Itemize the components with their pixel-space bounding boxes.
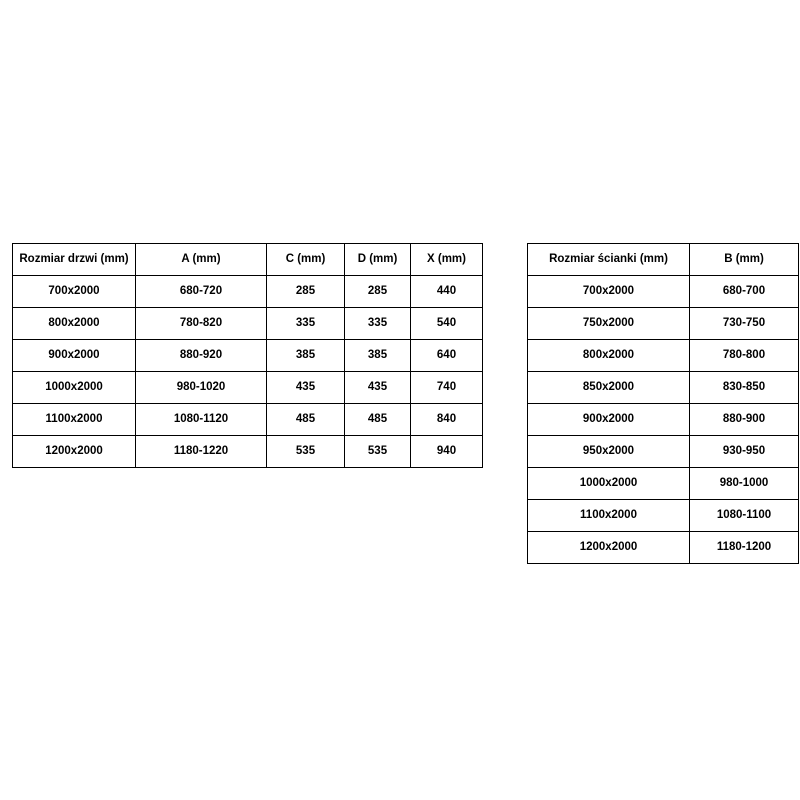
cell-wall-size: 900x2000: [528, 404, 690, 436]
table-row: [528, 372, 799, 404]
cell-a: 1180-1220: [136, 436, 267, 468]
cell-c: 335: [267, 308, 345, 340]
cell-x: 540: [411, 308, 483, 340]
cell-b: 880-900: [690, 404, 799, 436]
table-row: [13, 308, 483, 340]
cell-b: 1180-1200: [690, 532, 799, 564]
cell-a: 980-1020: [136, 372, 267, 404]
cell-a: 880-920: [136, 340, 267, 372]
cell-b: 830-850: [690, 372, 799, 404]
cell-d: 435: [345, 372, 411, 404]
column-header-d: D (mm): [345, 244, 411, 276]
column-header-x: X (mm): [411, 244, 483, 276]
cell-wall-size: 950x2000: [528, 436, 690, 468]
table-header-row: [13, 244, 483, 276]
cell-wall-size: 850x2000: [528, 372, 690, 404]
cell-x: 440: [411, 276, 483, 308]
cell-wall-size: 750x2000: [528, 308, 690, 340]
cell-d: 335: [345, 308, 411, 340]
cell-x: 740: [411, 372, 483, 404]
cell-d: 385: [345, 340, 411, 372]
table-row: [13, 340, 483, 372]
column-header-door-size: Rozmiar drzwi (mm): [13, 244, 136, 276]
table-row: [528, 276, 799, 308]
cell-b: 780-800: [690, 340, 799, 372]
column-header-b: B (mm): [690, 244, 799, 276]
column-header-a: A (mm): [136, 244, 267, 276]
doors-dimensions-table: [12, 243, 483, 468]
table-row: [528, 436, 799, 468]
table-row: [528, 404, 799, 436]
cell-d: 285: [345, 276, 411, 308]
table-header-row: [528, 244, 799, 276]
cell-b: 930-950: [690, 436, 799, 468]
cell-wall-size: 1000x2000: [528, 468, 690, 500]
cell-b: 980-1000: [690, 468, 799, 500]
cell-door-size: 1200x2000: [13, 436, 136, 468]
cell-x: 840: [411, 404, 483, 436]
column-header-c: C (mm): [267, 244, 345, 276]
cell-c: 535: [267, 436, 345, 468]
cell-door-size: 700x2000: [13, 276, 136, 308]
cell-b: 680-700: [690, 276, 799, 308]
cell-wall-size: 800x2000: [528, 340, 690, 372]
table-row: [528, 532, 799, 564]
cell-d: 535: [345, 436, 411, 468]
cell-a: 680-720: [136, 276, 267, 308]
cell-c: 385: [267, 340, 345, 372]
table-row: [13, 276, 483, 308]
cell-wall-size: 1100x2000: [528, 500, 690, 532]
table-row: [528, 468, 799, 500]
cell-b: 730-750: [690, 308, 799, 340]
cell-a: 1080-1120: [136, 404, 267, 436]
cell-wall-size: 700x2000: [528, 276, 690, 308]
cell-x: 640: [411, 340, 483, 372]
cell-c: 485: [267, 404, 345, 436]
cell-a: 780-820: [136, 308, 267, 340]
cell-b: 1080-1100: [690, 500, 799, 532]
table-row: [528, 500, 799, 532]
table-row: [528, 308, 799, 340]
cell-door-size: 1000x2000: [13, 372, 136, 404]
cell-c: 285: [267, 276, 345, 308]
table-row: [528, 340, 799, 372]
cell-door-size: 900x2000: [13, 340, 136, 372]
table-row: [13, 436, 483, 468]
table-row: [13, 404, 483, 436]
cell-door-size: 1100x2000: [13, 404, 136, 436]
cell-x: 940: [411, 436, 483, 468]
wall-panel-dimensions-table: [527, 243, 799, 564]
cell-d: 485: [345, 404, 411, 436]
column-header-wall-size: Rozmiar ścianki (mm): [528, 244, 690, 276]
cell-c: 435: [267, 372, 345, 404]
table-row: [13, 372, 483, 404]
cell-door-size: 800x2000: [13, 308, 136, 340]
cell-wall-size: 1200x2000: [528, 532, 690, 564]
